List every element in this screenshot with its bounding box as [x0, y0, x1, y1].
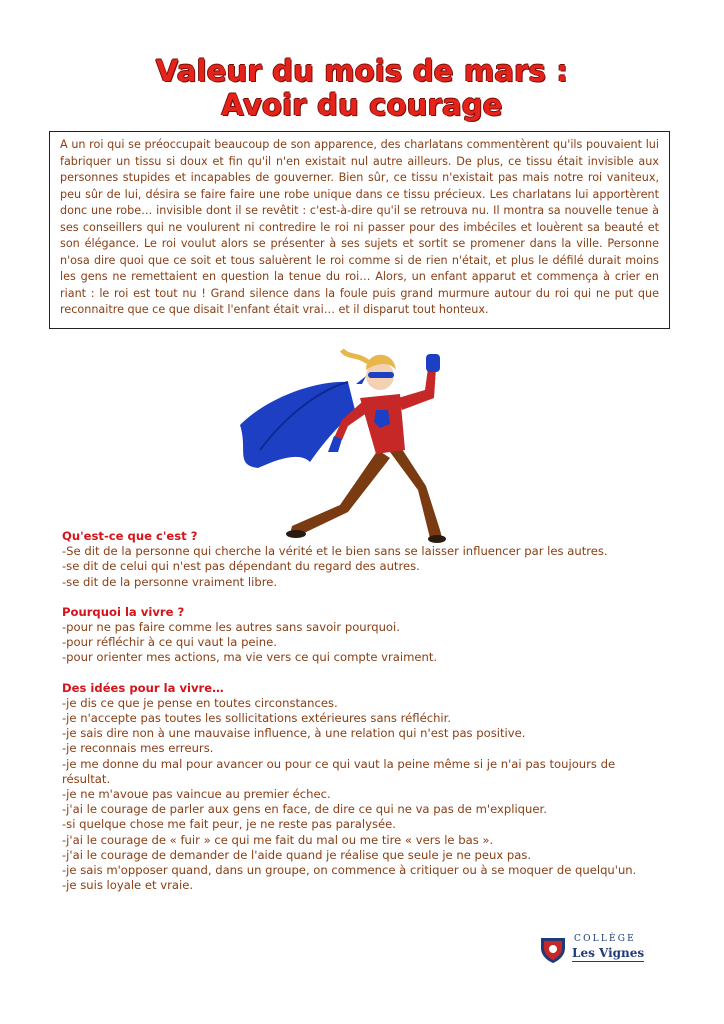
section-heading: Qu'est-ce que c'est ? — [62, 529, 198, 543]
list-item: -je suis loyale et vraie. — [62, 878, 194, 893]
list-item: -je reconnais mes erreurs. — [62, 741, 214, 756]
content-sections — [62, 529, 662, 908]
list-item: -j'ai le courage de « fuir » ce qui me fait du mal ou me tire « vers le bas ». — [62, 832, 494, 847]
list-item: -pour orienter mes actions, ma vie vers ce qui compte vraiment. — [62, 650, 438, 665]
logo-line-2: Les Vignes — [572, 946, 645, 960]
story-box: A un roi qui se préoccupait beaucoup de son apparence, des charlatans commentèrent qu'ils pouvaient lui fabriquer un tissu si doux et fin qu'il n'en existait nul autre ailleurs. De plus, ce tissu était invisible aux personnes stupides et incapables de gouverner. Bien sûr, ce tissu n'existait pas mais notre roi vaniteux, peu sûr de lui, désira se faire faire une robe unique dans ce tissu précieux. Les charlatans lui apportèrent donc une robe… invisible dont il se revêtit : c'est-à-dire qu'il se retrouva nu. Il montra sa nouvelle tenue à ses conseillers qui ne voulurent ni contredire le roi ni passer pour des imbéciles et louèrent sa beauté et son élégance. Le roi voulut alors se présenter à ses sujets et sortit se promener dans la ville. Personne n'osa dire quoi que ce soit et tous saluèrent le roi comme si de rien n'était, et plus le défilé durait moins les gens ne remettaient en question la tenue du roi… Alors, un enfant apparut et commença à crier en riant : le roi est tout nu ! Grand silence dans la foule puis grand murmure autour du roi qui ne put que reconnaitre que ce que disait l'enfant était vrai… et il disparut tout honteux. — [49, 131, 670, 329]
superhero-illustration — [230, 340, 490, 550]
section-why — [62, 605, 662, 666]
section-ideas — [62, 681, 662, 894]
list-item: -si quelque chose me fait peur, je ne reste pas paralysée. — [62, 817, 396, 832]
list-item: -je dis ce que je pense en toutes circonstances. — [62, 695, 338, 710]
list-item: -je n'accepte pas toutes les sollicitations extérieures sans réfléchir. — [62, 711, 452, 726]
section-heading: Pourquoi la vivre ? — [62, 604, 185, 619]
page-title-line-2: Avoir du courage — [221, 88, 503, 122]
crest-icon — [538, 934, 568, 964]
list-item: -je ne m'avoue pas vaincue au premier échec. — [62, 787, 331, 802]
list-item: -pour ne pas faire comme les autres sans savoir pourquoi. — [62, 620, 400, 635]
list-item: -j'ai le courage de parler aux gens en face, de dire ce qui ne va pas de m'expliquer. — [62, 802, 547, 817]
list-item: -se dit de celui qui n'est pas dépendant du regard des autres. — [62, 559, 420, 574]
logo-line-1: COLLÈGE — [574, 934, 636, 944]
list-item: -pour réfléchir à ce qui vaut la peine. — [62, 635, 277, 650]
list-item: -je sais dire non à une mauvaise influence, à une relation qui n'est pas positive. — [62, 726, 526, 741]
list-item: -Se dit de la personne qui cherche la vérité et le bien sans se laisser influencer par les autres. — [62, 544, 608, 559]
list-item: -se dit de la personne vraiment libre. — [62, 574, 278, 589]
list-item: -j'ai le courage de demander de l'aide quand je réalise que seule je ne peux pas. — [62, 847, 532, 862]
section-what — [62, 529, 662, 590]
page-title-line-1: Valeur du mois de mars : — [155, 54, 569, 88]
list-item: -je me donne du mal pour avancer ou pour ce qui vaut la peine même si je n'ai pas toujours de résultat. — [62, 756, 616, 786]
list-item: -je sais m'opposer quand, dans un groupe, on commence à critiquer ou à se moquer de quelqu'un. — [62, 863, 637, 878]
section-heading: Des idées pour la vivre… — [62, 680, 224, 695]
college-logo — [538, 932, 648, 966]
